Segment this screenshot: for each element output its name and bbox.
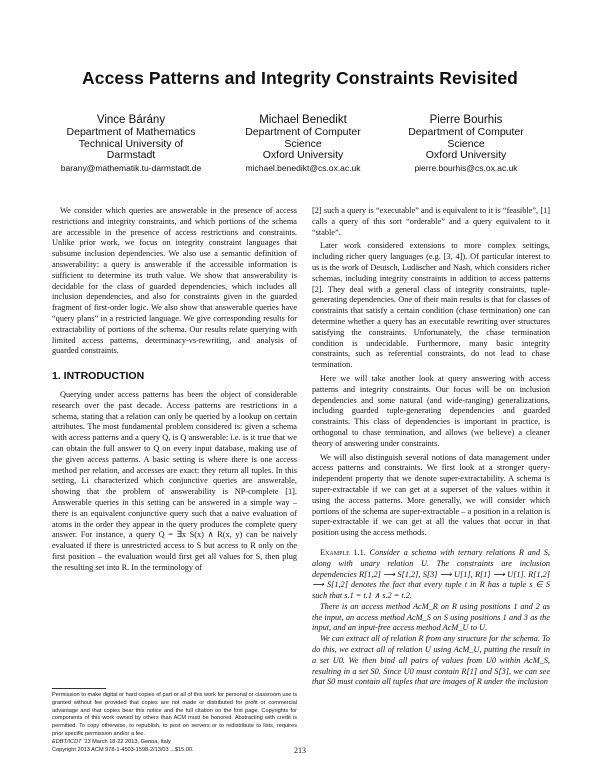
- author-name: Vince Bárány: [96, 114, 166, 126]
- author-affiliation: Department of Mathematics: [66, 126, 196, 138]
- author-affiliation: Science: [447, 137, 485, 150]
- author-email: michael.benedikt@cs.ox.ac.uk: [245, 162, 361, 173]
- author-name: Pierre Bourhis: [429, 114, 503, 126]
- author-affiliation: Department of Computer: [245, 126, 361, 138]
- example-label: Example 1.1.: [320, 547, 366, 557]
- paper-title: Access Patterns and Integrity Constraints Revisited: [82, 68, 518, 88]
- author-affiliation: Department of Computer: [408, 126, 524, 138]
- left-column: [52, 206, 297, 574]
- author-affiliation: Technical University of: [78, 137, 184, 150]
- author-block-2: [226, 114, 380, 174]
- paragraph: [2] such a query is “executable” and is equivalent to it is “feasible”, [1] calls a query of this sort “orderable” and a query equivalent to it “stable”.: [312, 206, 550, 237]
- page-number: 213: [294, 746, 306, 755]
- example-paragraph: We can extract all of relation R from any structure for the schema. To do this, we extract all of relation U using AcM_U, putting the result in a set U0. We then bind all pairs of values from U0 within AcM_S, resulting in a set S0. Since U0 must contain R[1] and S[3], we can see that S0 must contain all tuples that are images of R under the inclusion: [312, 634, 550, 687]
- author-affiliation: Oxford University: [262, 149, 344, 161]
- section-heading: 1. INTRODUCTION: [52, 370, 145, 383]
- author-affiliation: Darmstadt: [106, 149, 156, 161]
- footnote-rule: [52, 688, 106, 689]
- intro-paragraph: Querying under access patterns has been the object of considerable research over the past decade. Access patterns are restrictions in a schema, stating that a relation can only be queried by a lookup on certain attributes. The most fundamental problem considered is: given a schema with access patterns and a query Q, is Q answerable: i.e. is it true that we can obtain the full answer to Q on every input database, making use of the given access patterns. A basic setting is where there is one access method per relation, and accesses are exact: they return all tuples. In this setting, Li characterized which conjunctive queries are answerable, showing that the problem of answerability is NP-complete [1]. Answerable queries in this setting can be answered in a simple way – there is an equivalent conjunctive query such that a naive evaluation of atoms in the order they appear in the query produces the complete query answer. For instance, a query Q = ∃x S(x) ∧ R(x, y) can be naively evaluated if there is unrestricted access to S but access to R only on the first position – the evaluation would first get all values for S, then plug the resulting set into R. In the terminology of: [52, 389, 297, 572]
- author-block-1: [52, 114, 210, 174]
- abstract: We consider which queries are answerable in the presence of access restrictions and integrity constraints, and which portions of the schema are accessible in the presence of access restrictions and constraints. Unlike prior work, we focus on integrity constraint languages that subsume inclusion dependencies. We also use a semantic definition of answerability: a query is answerable if the accessible information is sufficient to determine its truth value. We show that answerability is decidable for the class of guarded dependencies, which includes all inclusion dependencies, and also for constraints given in the guarded fragment of first-order logic. We also show that answerable queries have “query plans” in a restricted language. We give corresponding results for extractability of portions of the schema. Our results relate querying with limited access patterns, determinacy-vs-rewriting, and analysis of guarded constraints.: [52, 206, 297, 356]
- copyright-line: Copyright 2013 ACM 978-1-4503-1598-2/13/03 ...$15.00.: [52, 746, 194, 753]
- author-affiliation: Science: [284, 137, 322, 150]
- example-text: Consider a schema with ternary relations R and S, along with unary relation U. The constraints are inclusion dependencies R[1,2] ⟶ S[1,2], S[3] ⟶ U[1], R[1] ⟶ U[1]. R[1,2] ⟶ S[1,2] denotes the fact that every tuple t in R has a tuple s ∈ S such that s.1 = t.1 ∧ s.2 = t.2.: [312, 547, 550, 601]
- author-block-3: [382, 114, 550, 174]
- example-paragraph: There is an access method AcM_R on R using positions 1 and 2 as the input, an access method AcM_S on S using positions 1 and 3 as the input, and an input-free access method AcM_U to U.: [312, 601, 550, 633]
- venue-name: EDBT/ICDT ’13: [52, 738, 91, 745]
- permission-text: Permission to make digital or hard copies of part or all of this work for personal or classroom use is granted without fee provided that copies are not made or distributed for profit or commercial advantage and that copies bear this notice and the full citation on the first page. Copyrights for components of this work owned by others than ACM must be honored. Abstracting with credit is permitted. To copy otherwise, to republish, to post on servers or to redistribute to lists, requires prior specific permission and/or a fee.: [52, 692, 297, 737]
- example-paragraph: [312, 548, 550, 602]
- paragraph: Here we will take another look at query answering with access patterns and integrity constraints. Our focus will be on inclusion dependencies and some natural (and wide-ranging) generalizations, including guarded tuple-generating dependencies and guarded constraints. This class of dependencies is important in practice, is orthogonal to chase termination, and allows (we believe) a cleaner theory of answering under constraints.: [312, 373, 550, 448]
- author-name: Michael Benedikt: [259, 114, 347, 126]
- author-email: pierre.bourhis@cs.ox.ac.uk: [414, 162, 518, 173]
- paragraph: We will also distinguish several notions of data management under access patterns and constraints. We first look at a stronger query-independent property that we denote super-extractability. A schema is super-extractable if we can get at a superset of the values within it using the access patterns. More generally, we will consider which portions of the schema are super-extractable – a position in a relation is super-extractable if we can get at all the values that occur in that position using the access methods.: [312, 452, 550, 538]
- venue-details: March 18-22 2013, Genoa, Italy: [90, 738, 171, 745]
- author-email: barany@mathematik.tu-darmstadt.de: [60, 162, 202, 173]
- author-affiliation: Oxford University: [425, 149, 507, 161]
- paragraph: Later work considered extensions to more complex settings, including richer query languages (e.g. [3, 4]). Of particular interest to us is the work of Deutsch, Ludäscher and Nash, which considers richer schemas, including integrity constraints in addition to access patterns [2]. They deal with a general class of integrity constraints, tuple-generating dependencies. One of their main results is that for classes of constraints that satisfy a certain condition (chase termination) one can determine whether a query has an executable rewriting over structures satisfying the constraints. Unfortunately, the chase termination condition is undecidable. Furthermore, many basic integrity constraints, such as referential constraints, do not lead to chase termination.: [312, 241, 550, 370]
- right-column: [312, 206, 550, 688]
